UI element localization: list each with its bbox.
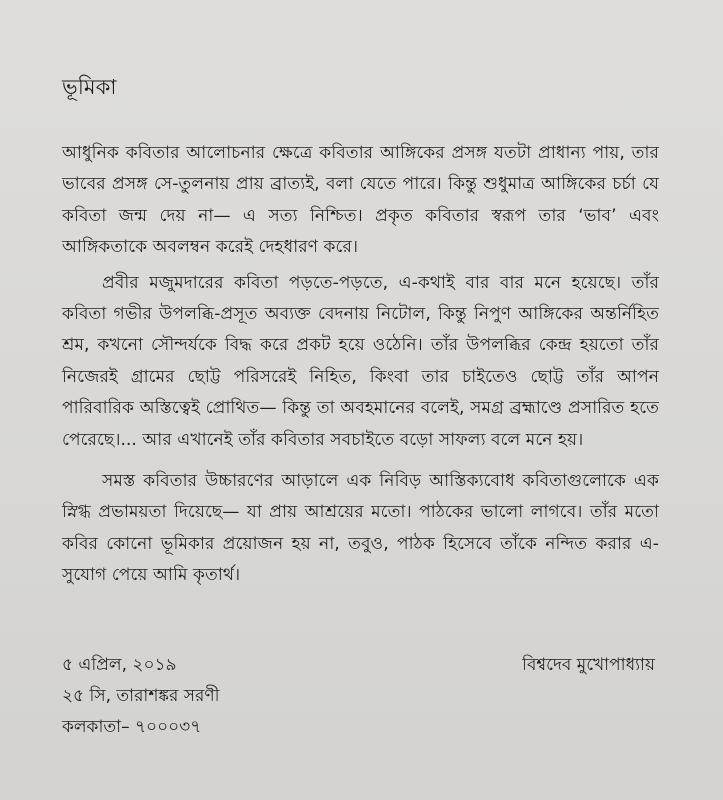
signature-row <box>62 650 659 681</box>
author-name: বিশ্বদেব মুখোপাধ্যায় <box>522 655 655 675</box>
date-line: ৫ এপ্রিল, ২০১৯ <box>62 655 177 675</box>
page-heading: ভূমিকা <box>62 75 117 99</box>
paragraph-3: সমস্ত কবিতার উচ্চারণের আড়ালে এক নিবিড় আস্তিক্যবোধ কবিতাগুলোকে এক স্নিগ্ধ প্রভাময়তা দিয়েছে— যা প্রায় আশ্রয়ের মতো। পাঠকের ভালো লাগবে। তাঁর মতো কবির কোনো ভূমিকার প্রয়োজন হয় না, তবুও, পাঠক হিসেবে তাঁকে নন্দিত করার এ-সুযোগ পেয়ে আমি কৃতার্থ। <box>62 471 659 586</box>
paragraph-1: আধুনিক কবিতার আলোচনার ক্ষেত্রে কবিতার আঙ্গিকের প্রসঙ্গ যতটা প্রাধান্য পায়, তার ভাবের প্রসঙ্গ সে-তুলনায় প্রায় ব্রাত্যই, বলা যেতে পারে। কিন্তু শুধুমাত্র আঙ্গিকের চর্চা যে কবিতা জন্ম দেয় না— এ সত্য নিশ্চিত। প্রকৃত কবিতার স্বরূপ তার ‘ভাব’ এবং আঙ্গিকতাকে অবলম্বন করেই দেহধারণ করে। <box>62 143 659 258</box>
preface-body <box>62 138 659 592</box>
address-line-1: ২৫ সি, তারাশঙ্কর সরণী <box>62 686 220 706</box>
paragraph-2: প্রবীর মজুমদারের কবিতা পড়তে-পড়তে, এ-কথাই বার বার মনে হয়েছে। তাঁর কবিতা গভীর উপলব্ধি-প্রসূত অব্যক্ত বেদনায় নিটোল, কিন্তু নিপুণ আঙ্গিকের অন্তর্নিহিত শ্রম, কখনো সৌন্দর্যকে বিদ্ধ করে প্রকট হয়ে ওঠেনি। তাঁর উপলব্ধির কেন্দ্র হয়তো তাঁর নিজেরই গ্রামের ছোট্ট পরিসরেই নিহিত, কিংবা তার চাইতেও ছোট্ট তাঁর আপন পারিবারিক অস্তিত্বেই প্রোথিত— কিন্তু তা অবহমানের বলেই, সমগ্র ব্রহ্মাণ্ডে প্রসারিত হতে পেরেছে।... আর এখানেই তাঁর কবিতার সবচাইতে বড়ো সাফল্য বলে মনে হয়। <box>62 272 659 450</box>
address-line-2: কলকাতা– ৭০০০৩৭ <box>62 717 202 737</box>
signature-block <box>62 650 659 743</box>
